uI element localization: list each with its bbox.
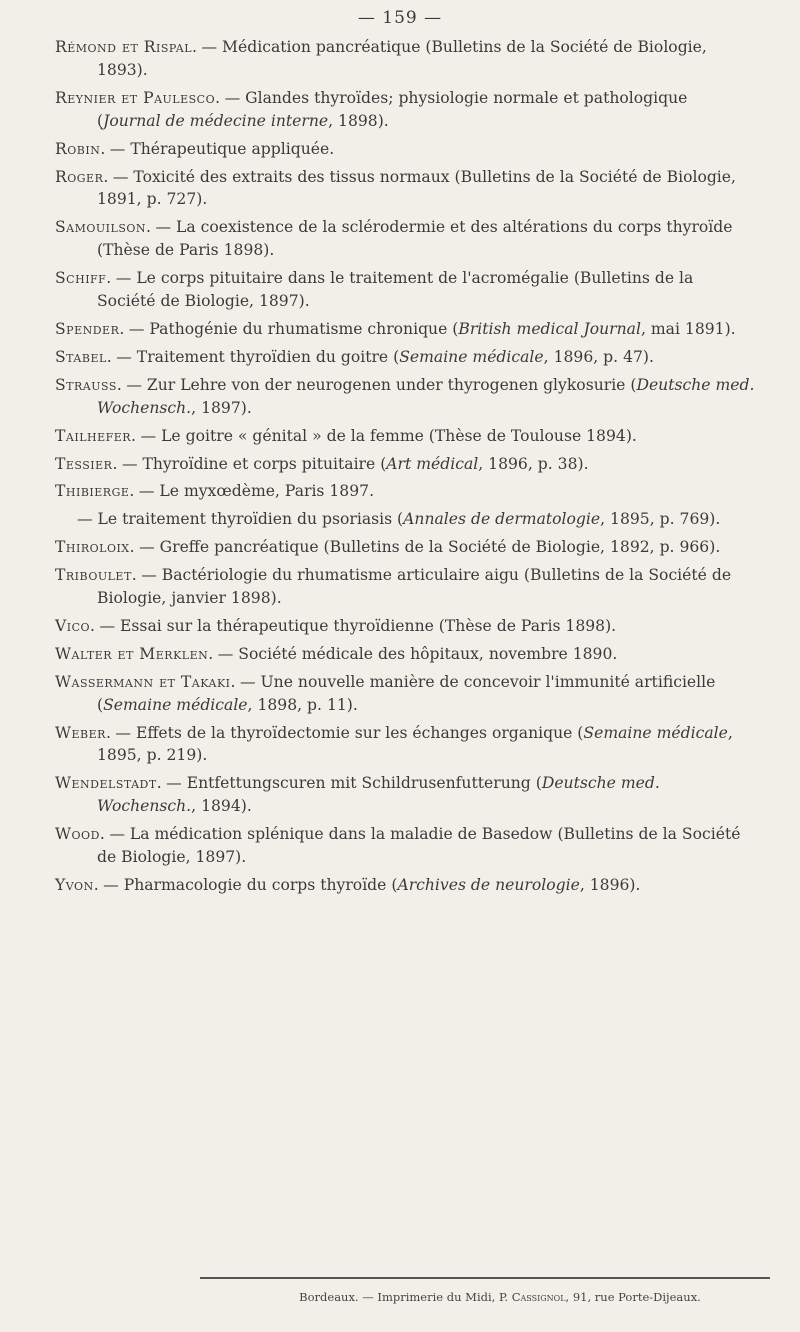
entry-text: — Entfettungscuren mit Schildrusenfutterung ( [166, 774, 542, 793]
entry-text: — Essai sur la thérapeutique thyroïdienne (Thèse de Paris 1898). [99, 616, 617, 635]
bibliography-entry [55, 138, 755, 161]
entry-source: Journal de médecine interne [103, 111, 329, 130]
bibliography-entry [55, 874, 755, 897]
entry-source: Annales de dermatologie [403, 510, 601, 529]
entry-text: — Toxicité des extraits des tissus normaux (Bulletins de la Société de Biologie, 1891, p. 727). [97, 167, 736, 209]
entry-citation-tail: , 1894). [191, 797, 252, 816]
entry-author: Robin. [55, 139, 106, 158]
entry-author: Triboulet. [55, 566, 138, 585]
entry-author: Walter et Merklen. [55, 644, 214, 663]
bibliography-entry [55, 615, 755, 638]
bibliography-entry [55, 823, 755, 869]
entry-text: — Pharmacologie du corps thyroïde ( [103, 876, 398, 894]
entry-text: — Bactériologie du rhumatisme articulaire aigu (Bulletins de la Société de Biologie, janvier 1898). [97, 566, 732, 608]
entry-text: — Zur Lehre von der neurogenen under thyrogenen glykosurie ( [126, 375, 637, 394]
bibliography-entry [55, 267, 755, 313]
entry-author: Weber. [55, 723, 112, 742]
entry-citation-tail: , 1896). [579, 876, 641, 894]
bibliography-entry [55, 453, 755, 476]
entry-text: — Pathogénie du rhumatisme chronique ( [128, 319, 459, 338]
entry-author: Thibierge. [55, 482, 135, 501]
bibliography-entry [55, 643, 755, 666]
entry-text: — La coexistence de la sclérodermie et des altérations du corps thyroïde (Thèse de Paris 1898). [97, 218, 733, 260]
footer-suffix: , 91, rue Porte-Dijeaux. [565, 1290, 701, 1304]
entry-text: — Médication pancréatique (Bulletins de la Société de Biologie, 1893). [97, 38, 707, 79]
bibliography-entry [55, 564, 755, 610]
entry-author: Roger. [55, 167, 109, 186]
entry-source: Semaine médicale [399, 347, 544, 366]
bibliography-entry [55, 480, 755, 503]
entry-source: Semaine médicale [583, 723, 728, 742]
entry-text: — Le corps pituitaire dans le traitement de l'acromégalie (Bulletins de la Société de Biologie, 1897). [97, 269, 694, 311]
entry-source: Art médical [386, 454, 479, 473]
entry-author: Wassermann et Takaki. [55, 672, 236, 691]
bibliography-list [55, 36, 755, 902]
entry-author: Thiroloix. [55, 538, 136, 557]
entry-author: Vico. [55, 616, 96, 635]
entry-author: Strauss. [55, 375, 123, 394]
entry-citation-tail: , 1897). [191, 398, 252, 417]
entry-source: Deutsche med. Wochensch. [97, 774, 660, 816]
entry-text: — Le traitement thyroïdien du psoriasis ( [77, 510, 404, 529]
entry-citation-tail: , mai 1891). [640, 319, 736, 338]
entry-author: Tailhefer. [55, 426, 137, 445]
bibliography-entry [55, 166, 755, 212]
bibliography-entry [55, 346, 755, 369]
entry-author: Wendelstadt. [55, 774, 163, 793]
footer-rule [200, 1277, 770, 1279]
bibliography-entry [55, 671, 755, 717]
entry-citation-tail: , 1896, p. 38). [478, 454, 589, 473]
entry-text: — Une nouvelle manière de concevoir l'immunité artificielle ( [97, 672, 716, 714]
bibliography-entry [55, 216, 755, 262]
footer-printer: Cassignol [511, 1290, 566, 1304]
entry-text: — Société médicale des hôpitaux, novembre 1890. [217, 644, 618, 663]
entry-citation-tail: , 1895, p. 219). [97, 723, 733, 765]
entry-author: Samouilson. [55, 218, 152, 237]
bibliography-entry-continuation [55, 508, 755, 531]
entry-source: Deutsche med. Wochensch. [97, 375, 755, 417]
entry-text: — Thérapeutique appliquée. [109, 139, 335, 158]
entry-author: Rémond et Rispal. [55, 38, 198, 56]
bibliography-entry [55, 36, 755, 82]
entry-citation-tail: , 1896, p. 47). [543, 347, 654, 366]
entry-text: — Le goitre « génital » de la femme (Thèse de Toulouse 1894). [140, 426, 637, 445]
entry-author: Wood. [55, 825, 106, 844]
bibliography-entry [55, 87, 755, 133]
entry-author: Stabel. [55, 347, 113, 366]
entry-author: Tessier. [55, 454, 118, 473]
entry-citation-tail: , 1898, p. 11). [247, 695, 358, 714]
bibliography-entry [55, 722, 755, 768]
entry-author: Spender. [55, 319, 125, 338]
entry-author: Schiff. [55, 269, 112, 288]
entry-text: — Le myxœdème, Paris 1897. [138, 482, 375, 501]
entry-text: — Glandes thyroïdes; physiologie normale et pathologique ( [97, 88, 688, 130]
bibliography-entry [55, 374, 755, 420]
entry-source: Semaine médicale [103, 695, 248, 714]
entry-text: — Traitement thyroïdien du goitre ( [116, 347, 400, 366]
page-number: — 159 — [357, 8, 443, 28]
entry-citation-tail: , 1895, p. 769). [600, 510, 721, 529]
entry-author: Reynier et Paulesco. [55, 88, 221, 107]
entry-source: British medical Journal [458, 319, 641, 338]
entry-source: Archives de neurologie [397, 876, 580, 894]
entry-text: — Effets de la thyroïdectomie sur les échanges organique ( [115, 723, 584, 742]
bibliography-entry [55, 425, 755, 448]
entry-citation-tail: , 1898). [328, 111, 389, 130]
printer-footer [235, 1290, 765, 1304]
entry-author: Yvon. [55, 876, 100, 894]
entry-text: — Thyroïdine et corps pituitaire ( [121, 454, 387, 473]
footer-prefix: Bordeaux. — Imprimerie du Midi, P. [299, 1290, 509, 1304]
bibliography-entry [55, 318, 755, 341]
entry-text: — Greffe pancréatique (Bulletins de la Société de Biologie, 1892, p. 966). [139, 538, 721, 557]
entry-text: — La médication splénique dans la maladie de Basedow (Bulletins de la Société de Biologie, 1897). [97, 825, 741, 867]
bibliography-entry [55, 536, 755, 559]
bibliography-entry [55, 772, 755, 818]
